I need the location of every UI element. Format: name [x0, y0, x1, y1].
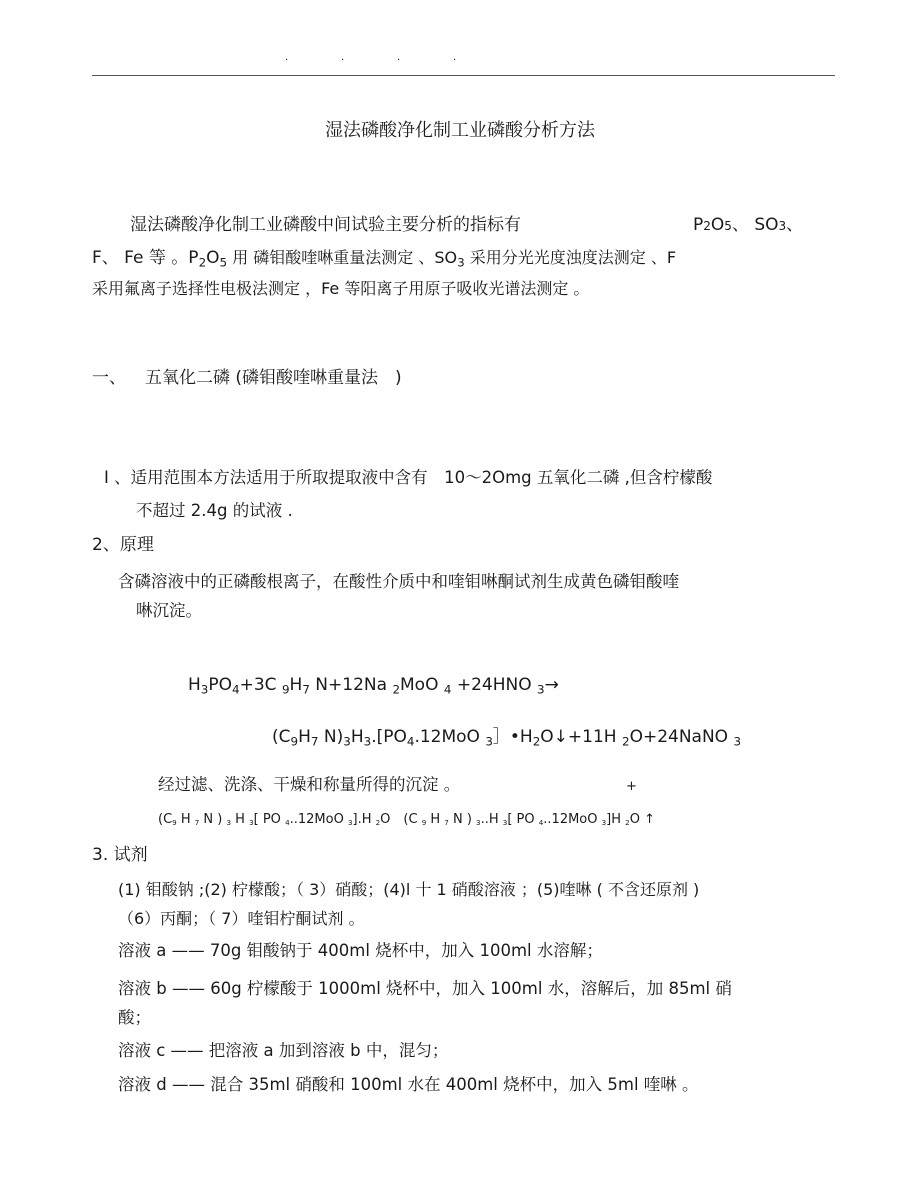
header-dots [285, 52, 509, 63]
header-dot: . [285, 52, 289, 63]
solution-d: 溶液 d —— 混合 35ml 硝酸和 100ml 水在 400ml 烧杯中，加入 5ml 喹啉 。 [118, 1075, 699, 1094]
equation-2: ($C_9H_7$ $N)_3H_3.[PO_4.12MoO$ $_3]•H_2O↓+11H$ $_2$O+24NaNO $_3$ [272, 727, 742, 749]
intro-line-1a: 湿法磷酸净化制工业磷酸中间试验主要分析的指标有 [130, 215, 521, 235]
reagent-line-1: (1) 钼酸钠 ;(2) 柠檬酸；（ 3）硝酸；(4)l 十 1 硝酸溶液 ；(5)喹啉 ( 不含还原剂 ) [118, 880, 700, 899]
header-dot: . [341, 52, 345, 63]
section-1-number: 一、 [92, 368, 126, 388]
filter-line: 经过滤、洗涤、干燥和称量所得的沉淀 。 [158, 775, 461, 794]
intro-line-3: 采用氟离子选择性电极法测定 ，Fe 等阳离子用原子吸收光谱法测定 。 [92, 279, 590, 298]
section-1-heading: 五氧化二磷 (磷钼酸喹啉重量法 ) [145, 368, 402, 388]
page-title: 湿法磷酸净化制工业磷酸分析方法 [325, 120, 595, 141]
equation-3: ($C_9$ H $_7$ N ) $_3$ H $_3$[ PO $_4$..12MoO $_3$].H $_2$O (C $_9$ H $_7$ N ) $_3$..H $_3$[ PO $_4$..12MoO $_3$]H $_2$O ↑ [158, 812, 655, 828]
item-2-heading: 2、原理 [92, 535, 154, 555]
reagent-line-2: （6）丙酮；（ 7）喹钼柠酮试剂 。 [118, 909, 365, 928]
solution-c: 溶液 c —— 把溶液 a 加到溶液 b 中，混匀； [118, 1041, 449, 1060]
item-2-line-2: 啉沉淀。 [136, 601, 202, 620]
solution-b-line-2: 酸； [118, 1008, 151, 1027]
header-rule [92, 75, 835, 76]
equation-1: $H_3PO_4+3C$ $_9H_7$ N+12Na $_2$MoO $_4$ +24HNO $_3$→ [188, 675, 559, 697]
header-dot: . [397, 52, 401, 63]
intro-line-1b: P2O5、 SO3、 [693, 215, 804, 235]
item-2-line-1: 含磷溶液中的正磷酸根离子，在酸性介质中和喹钼啉酮试剂生成黄色磷钼酸喹 [118, 572, 679, 591]
solution-a: 溶液 a —— 70g 钼酸钠于 400ml 烧杯中，加入 100ml 水溶解； [118, 941, 603, 960]
header-dot: . [453, 52, 457, 63]
item-3-heading: 3. 试剂 [92, 845, 148, 865]
solution-b-line-1: 溶液 b —— 60g 柠檬酸于 1000ml 烧杯中，加入 100ml 水，溶解后，加 85ml 硝 [118, 979, 732, 998]
item-1-line-2: 不超过 2.4g 的试液 . [136, 501, 293, 520]
item-1-line-1: I 、适用范围本方法适用于所取提取液中含有 10～2Omg 五氧化二磷 ,但含柠檬酸 [104, 468, 713, 487]
plus-mark: + [626, 779, 637, 794]
intro-line-2: F、 Fe 等 。$P_2O_5$ 用 磷钼酸喹啉重量法测定 、$SO_3$ 采用分光光度浊度法测定 、F [92, 248, 677, 270]
